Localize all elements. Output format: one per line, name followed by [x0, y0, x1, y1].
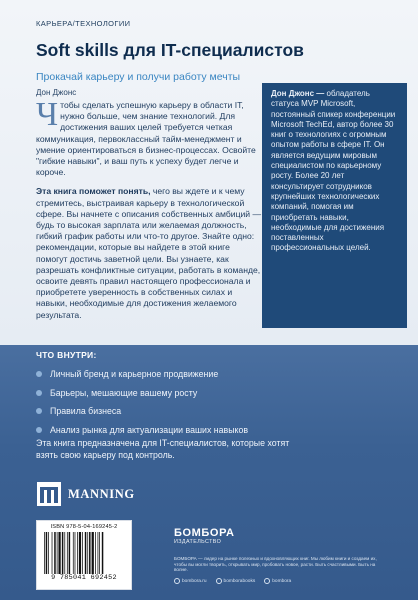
book-subtitle: Прокачай карьеру и получи работу мечты — [36, 71, 241, 83]
social-link[interactable] — [264, 578, 291, 584]
closing-text: Эта книга предназначена для IT-специалистов, которые хотят взять свою карьеру под контроль. — [36, 438, 290, 460]
barcode-number: 9 785041 692452 — [51, 574, 117, 582]
bullet-dot-icon — [36, 408, 42, 414]
list-item — [36, 384, 248, 403]
bullet-dot-icon — [36, 427, 42, 433]
category-label: КАРЬЕРА/ТЕХНОЛОГИИ — [36, 19, 131, 28]
manning-logo-icon — [36, 481, 62, 507]
publisher-socials — [174, 578, 291, 584]
inside-heading: ЧТО ВНУТРИ: — [36, 350, 97, 360]
body-lead: Эта книга поможет понять, — [36, 186, 151, 197]
instagram-icon — [264, 578, 270, 584]
vk-icon — [216, 578, 222, 584]
author-bio-box — [262, 83, 407, 328]
bullet-dot-icon — [36, 371, 42, 377]
inside-list — [36, 365, 248, 439]
social-link[interactable] — [216, 578, 256, 584]
manning-logo-text: MANNING — [68, 486, 135, 501]
list-item — [36, 421, 248, 440]
isbn-text: ISBN 978-5-04-169245-2 — [50, 524, 118, 530]
book-title: Soft skills для IT-специалистов — [36, 40, 304, 60]
bio-text: обладатель статуса MVP Microsoft, постоянный спикер конференции Microsoft TechEd, автор более 30 книг о технологиях с огромным опытом работы в сфере IT. Он является ведущим мировым специалистом по карьерному росту. Более 20 лет консультирует сотрудников крупнейших технологических компаний, помогая им приобретать навыки, необходимые для достижения поставленных профессиональных целей. — [271, 89, 396, 253]
intro-paragraph — [36, 96, 262, 178]
list-item-label: Анализ рынка для актуализации ваших навыков — [50, 424, 249, 435]
list-item — [36, 402, 248, 421]
description-text — [36, 96, 262, 329]
globe-icon — [174, 578, 180, 584]
publisher-logo — [174, 528, 235, 545]
publisher-name: БОМБОРА — [174, 527, 235, 539]
author-name: Дон Джонс — [36, 88, 77, 97]
list-item-label: Личный бренд и карьерное продвижение — [50, 369, 219, 380]
publisher-description: БОМБОРА — лидер на рынке полезных и вдохновляющих книг. Мы любим книги и создаем их, чтобы вы могли творить, открывать мир, пробовать новое, расти. Быть счастливыми. Быть на волне. — [174, 556, 377, 573]
body-text: чего вы ждете и к чему стремитесь, выстраивая карьеру в технологической сфере. Вы начнете с описания собственных амбиций — будь то высокая зарплата или желаемая должность, гибкий график работы или что-то другое. Знайте одно: рекомендации, которые вы найдете в этой книге помогут достичь заветной цели. Вы узнаете, как разрешать конфликтные ситуации, работать в команде, освоите девять правил настоящего профессионала и приобретете уверенность в собственных силах и навыки, необходимые для достижения желаемого результата. — [36, 186, 262, 320]
manning-logo — [36, 481, 135, 507]
publisher-subtitle: ИЗДАТЕЛЬСТВО — [174, 539, 222, 545]
social-link[interactable] — [174, 578, 207, 584]
social-label: bomborabooks — [223, 578, 256, 584]
bullet-dot-icon — [36, 390, 42, 396]
bio-author-name: Дон Джонс — — [271, 89, 325, 98]
social-label: bombora.ru — [182, 578, 207, 584]
barcode-panel — [36, 520, 132, 590]
body-paragraph — [36, 186, 262, 320]
drop-cap: Ч — [36, 96, 59, 133]
list-item-label: Правила бизнеса — [50, 406, 122, 417]
list-item — [36, 365, 248, 384]
barcode-icon — [43, 532, 125, 574]
intro-text: тобы сделать успешную карьеру в области IT, нужно больше, чем знание технологий. Для достижения ваших целей требуется четкая коммуникация, первоклассный тайм-менеджмент и умение ориентироваться в бизнес-процессах. Освойте "гибкие навыки", и ваш путь к успеху будет легче и короче. — [36, 100, 256, 178]
list-item-label: Барьеры, мешающие вашему росту — [50, 387, 198, 398]
social-label: bombora — [272, 578, 292, 584]
